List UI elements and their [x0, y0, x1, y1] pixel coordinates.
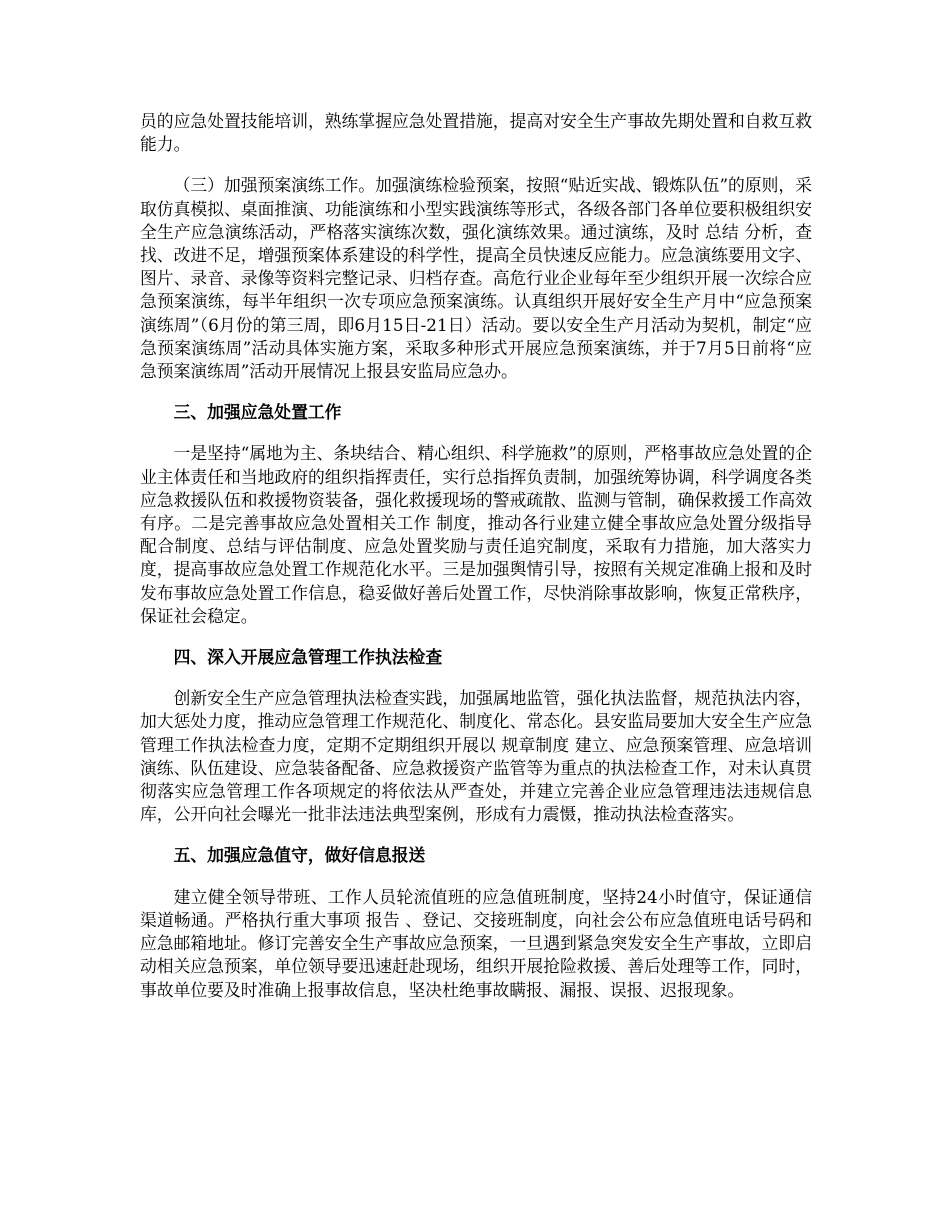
section-heading-5: 五、加强应急值守，做好信息报送: [173, 845, 426, 866]
paragraph-emergency-handling: 一是坚持“属地为主、条块结合、精心组织、科学施救”的原则，严格事故应急处置的企业主体责任和当地政府的组织指挥责任，实行总指挥负责制，加强统筹协调，科学调度各类应急救援队伍和救援物资装备，强化救援现场的警戒疏散、监测与管制，确保救援工作高效有序。二是完善事故应急处置相关工作 制度，推动各行业建立健全事故应急处置分级指导配合制度、总结与评估制度、应急处置奖励与责任追究制度，采取有力措施，加大落实力度，提高事故应急处置工作规范化水平。三是加强舆情引导，按照有关规定准确上报和及时发布事故应急处置工作信息，稳妥做好善后处置工作，尽快消除事故影响，恢复正常秩序，保证社会稳定。: [140, 443, 812, 626]
paragraph-continuation: 员的应急处置技能培训，熟练掌握应急处置措施，提高对安全生产事故先期处置和自救互救能力。: [140, 111, 812, 155]
section-heading-3: 三、加强应急处置工作: [173, 402, 342, 423]
document-page: [140, 110, 812, 1020]
section-heading-4: 四、深入开展应急管理工作执法检查: [173, 647, 443, 668]
paragraph-drill-work: （三）加强预案演练工作。加强演练检验预案，按照“贴近实战、锻炼队伍”的原则，采取仿真模拟、桌面推演、功能演练和小型实践演练等形式，各级各部门各单位要积极组织安全生产应急演练活动，严格落实演练次数，强化演练效果。通过演练，及时 总结 分析，查找、改进不足，增强预案体系建设的科学性，提高全员快速反应能力。应急演练要用文字、图片、录音、录像等资料完整记录、归档存查。高危行业企业每年至少组织开展一次综合应急预案演练，每半年组织一次专项应急预案演练。认真组织开展好安全生产月中“应急预案演练周”（6月份的第三周，即6月15日-21日）活动。要以安全生产月活动为契机，制定“应急预案演练周”活动具体实施方案，采取多种形式开展应急预案演练，并于7月5日前将“应急预案演练周”活动开展情况上报县安监局应急办。: [140, 175, 812, 382]
paragraph-law-enforcement: 创新安全生产应急管理执法检查实践，加强属地监管，强化执法监督，规范执法内容，加大惩处力度，推动应急管理工作规范化、制度化、常态化。县安监局要加大安全生产应急管理工作执法检查力度，定期不定期组织开展以 规章制度 建立、应急预案管理、应急培训演练、队伍建设、应急装备配备、应急救援资产监管等为重点的执法检查工作，对未认真贯彻落实应急管理工作各项规定的将依法从严查处，并建立完善企业应急管理违法违规信息库，公开向社会曝光一批非法违法典型案例，形成有力震慑，推动执法检查落实。: [140, 688, 812, 825]
paragraph-duty-reporting: 建立健全领导带班、工作人员轮流值班的应急值班制度，坚持24小时值守，保证通信渠道畅通。严格执行重大事项 报告 、登记、交接班制度，向社会公布应急值班电话号码和应急邮箱地址。修订完善安全生产事故应急预案，一旦遇到紧急突发安全生产事故，立即启动相关应急预案，单位领导要迅速赶赴现场，组织开展抢险救援、善后处理等工作，同时，事故单位要及时准确上报事故信息，坚决杜绝事故瞒报、漏报、误报、迟报现象。: [140, 886, 812, 1000]
